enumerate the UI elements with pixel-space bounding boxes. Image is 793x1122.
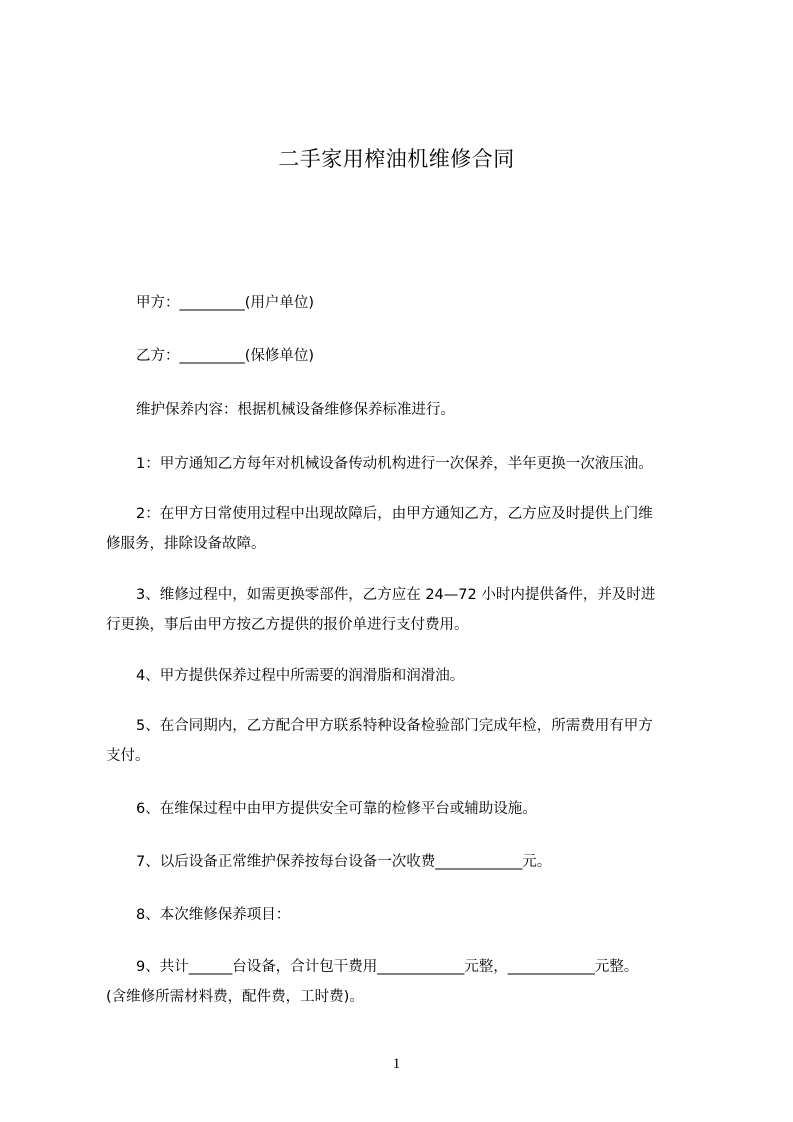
document-title: 二手家用榨油机维修合同 [278,147,515,171]
clause-3-line-1: 3、维修过程中，如需更换零部件，乙方应在 24—72 小时内提供备件，并及时进 [136,587,656,603]
clause-9-line-1: 9、共计______台设备，合计包干费用____________元整，____________元整。 [136,959,639,975]
party-a-line: 甲方：_________(用户单位) [136,295,315,311]
clause-4: 4、甲方提供保养过程中所需要的润滑脂和润滑油。 [136,668,465,684]
clause-2-line-2: 修服务，排除设备故障。 [106,536,266,552]
clause-2-line-1: 2：在甲方日常使用过程中出现故障后，由甲方通知乙方，乙方应及时提供上门维 [136,506,653,522]
clause-1: 1：甲方通知乙方每年对机械设备传动机构进行一次保养，半年更换一次液压油。 [136,456,653,472]
maintenance-scope-line: 维护保养内容：根据机械设备维修保养标准进行。 [136,402,455,418]
clause-9 [106,952,702,1012]
clause-5-line-1: 5、在合同期内，乙方配合甲方联系特种设备检验部门完成年检，所需费用有甲方 [136,718,653,734]
clause-5-line-2: 支付。 [106,748,150,764]
clause-3-line-2: 行更换，事后由甲方按乙方提供的报价单进行支付费用。 [106,617,469,633]
clause-3 [106,580,702,640]
party-b-line: 乙方：_________(保修单位) [136,348,315,364]
page-number: 1 [392,1056,401,1072]
clause-6: 6、在维保过程中由甲方提供安全可靠的检修平台或辅助设施。 [136,801,537,817]
clause-5 [106,711,702,771]
clause-9-line-2: (含维修所需材料费，配件费，工时费)。 [106,989,364,1005]
clause-2 [106,499,702,559]
clause-8: 8、本次维修保养项目： [136,907,291,923]
clause-7: 7、以后设备正常维护保养按每台设备一次收费____________元。 [136,854,552,870]
